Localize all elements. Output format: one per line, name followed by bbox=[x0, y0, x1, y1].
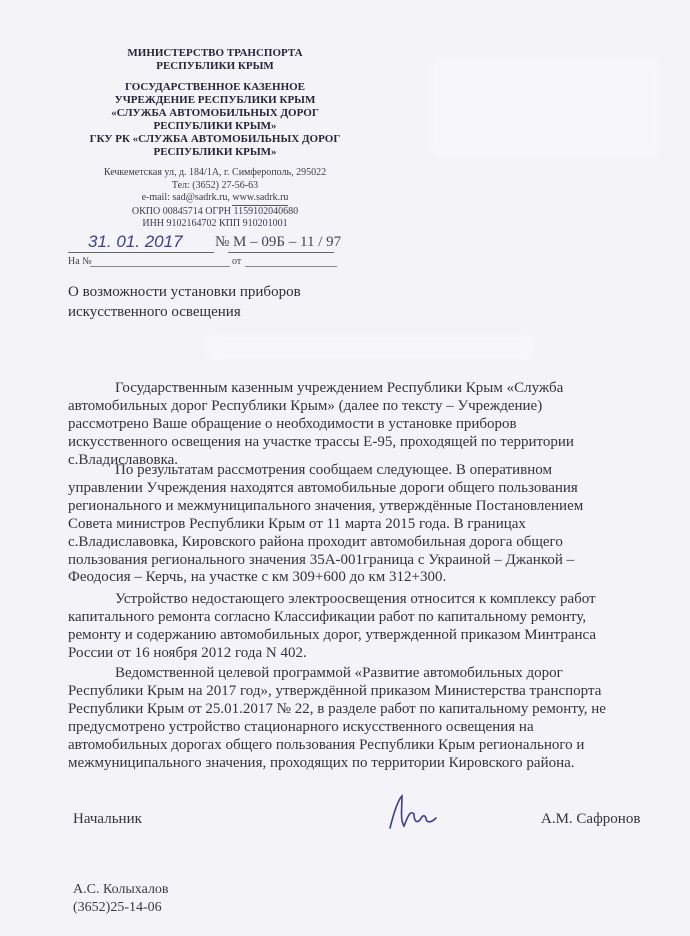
p3-line-1: Устройство недостающего электроосвещения относится к комплексу работ bbox=[115, 591, 596, 607]
paragraph-4 bbox=[68, 665, 656, 772]
p2-line-7: Феодосия – Керчь, на участке с км 309+600 до км 312+300. bbox=[68, 569, 447, 586]
email: e-mail: sad@sadrk.ru, bbox=[141, 192, 230, 203]
reply-from-label: от bbox=[232, 256, 242, 267]
date-underline bbox=[68, 252, 214, 253]
website-link[interactable]: www.sadrk.ru bbox=[232, 192, 288, 206]
p2-line-2: управлении Учреждения находятся автомобильные дороги общего пользования bbox=[68, 479, 578, 496]
p2-line-3: регионального и межмуниципального значения, утверждённые Постановлением bbox=[68, 497, 584, 514]
address: Кечкеметская ул, д. 184/1А, г. Симферополь, 295022 bbox=[103, 167, 327, 178]
institution-line-2: УЧРЕЖДЕНИЕ РЕСПУБЛИКИ КРЫМ bbox=[114, 94, 316, 106]
institution-line-6: РЕСПУБЛИКИ КРЫМ» bbox=[153, 146, 277, 158]
p2-line-4: Совета министров Республики Крым от 11 марта 2015 года. В границах bbox=[68, 515, 526, 532]
number-underline bbox=[228, 252, 334, 253]
redacted-salutation bbox=[205, 334, 535, 360]
phone: Тел: (3652) 27-56-63 bbox=[171, 179, 259, 191]
p4-line-5: автомобильных дорогах общего пользования Республики Крым регионального и bbox=[68, 736, 585, 753]
institution-line-5: ГКУ РК «СЛУЖБА АВТОМОБИЛЬНЫХ ДОРОГ bbox=[89, 133, 341, 145]
executor-phone: (3652)25-14-06 bbox=[73, 900, 162, 915]
p3-line-3: ремонту и содержанию автомобильных дорог, утвержденной приказом Минтранса bbox=[68, 626, 597, 643]
signatory-position: Начальник bbox=[73, 811, 142, 827]
p1-line-3: рассмотрено Ваше обращение о необходимости в установке приборов bbox=[68, 415, 517, 432]
p4-line-1: Ведомственной целевой программой «Развитие автомобильных дорог bbox=[115, 665, 563, 681]
p4-line-3: Республики Крым от 25.01.2017 № 22, в разделе работ по капитальному ремонту, не bbox=[68, 700, 606, 717]
p3-line-2: капитального ремонта согласно Классификации работ по капитальному ремонту, bbox=[68, 608, 587, 625]
reply-to-label: На № bbox=[68, 256, 92, 267]
letterhead bbox=[70, 47, 360, 231]
subject bbox=[68, 282, 301, 322]
institution-line-4: РЕСПУБЛИКИ КРЫМ» bbox=[153, 120, 277, 132]
p4-line-2: Республики Крым на 2017 год», утверждённой приказом Министерства транспорта bbox=[68, 682, 602, 699]
okpo-ogrn: ОКПО 00845714 ОГРН 1159102040680 bbox=[131, 205, 299, 217]
p1-line-5: с.Владиславовка. bbox=[68, 451, 179, 468]
contact-line bbox=[70, 192, 360, 206]
p1-line-4: искусственного освещения на участке трассы Е-95, проходящей по территории bbox=[68, 433, 574, 450]
executor bbox=[73, 881, 169, 917]
subject-line-1: О возможности установки приборов bbox=[68, 284, 301, 300]
paragraph-2 bbox=[68, 462, 656, 587]
ministry-name-line-1: МИНИСТЕРСТВО ТРАНСПОРТА bbox=[127, 47, 303, 59]
ministry-name-line-2: РЕСПУБЛИКИ КРЫМ bbox=[156, 60, 274, 72]
institution-line-1: ГОСУДАРСТВЕННОЕ КАЗЕННОЕ bbox=[124, 81, 306, 93]
p2-line-5: с.Владиславовка, Кировского района проходит автомобильная дорога общего bbox=[68, 533, 563, 550]
p2-line-1: По результатам рассмотрения сообщаем следующее. В оперативном bbox=[115, 462, 552, 478]
redacted-recipient bbox=[430, 58, 660, 158]
subject-line-2: искусственного освещения bbox=[68, 304, 241, 320]
signatory-name: А.М. Сафронов bbox=[541, 811, 641, 827]
institution-line-3: «СЛУЖБА АВТОМОБИЛЬНЫХ ДОРОГ bbox=[111, 107, 319, 119]
handwritten-signature bbox=[380, 790, 440, 836]
executor-name: А.С. Колыхалов bbox=[73, 882, 169, 897]
registration-number: № М – 09Б – 11 / 97 bbox=[215, 234, 342, 250]
p2-line-6: пользования регионального значения 35А-001граница с Украиной – Джанкой – bbox=[68, 551, 575, 568]
inn-kpp: ИНН 9102164702 КПП 910201001 bbox=[142, 218, 288, 229]
reply-number-line bbox=[90, 266, 230, 267]
handwritten-date: 31. 01. 2017 bbox=[88, 232, 183, 251]
p4-line-6: межмуниципального значения, проходящих по территории Кировского района. bbox=[68, 754, 575, 771]
p3-line-4: России от 16 ноября 2012 года N 402. bbox=[68, 644, 307, 661]
paragraph-3 bbox=[68, 591, 656, 663]
reply-date-line bbox=[245, 266, 337, 267]
p1-line-2: автомобильных дорог Республики Крым» (далее по тексту – Учреждение) bbox=[68, 397, 543, 414]
p1-line-1: Государственным казенным учреждением Республики Крым «Служба bbox=[115, 380, 564, 396]
paragraph-1 bbox=[68, 380, 656, 470]
p4-line-4: предусмотрено устройство стационарного искусственного освещения на bbox=[68, 718, 534, 735]
